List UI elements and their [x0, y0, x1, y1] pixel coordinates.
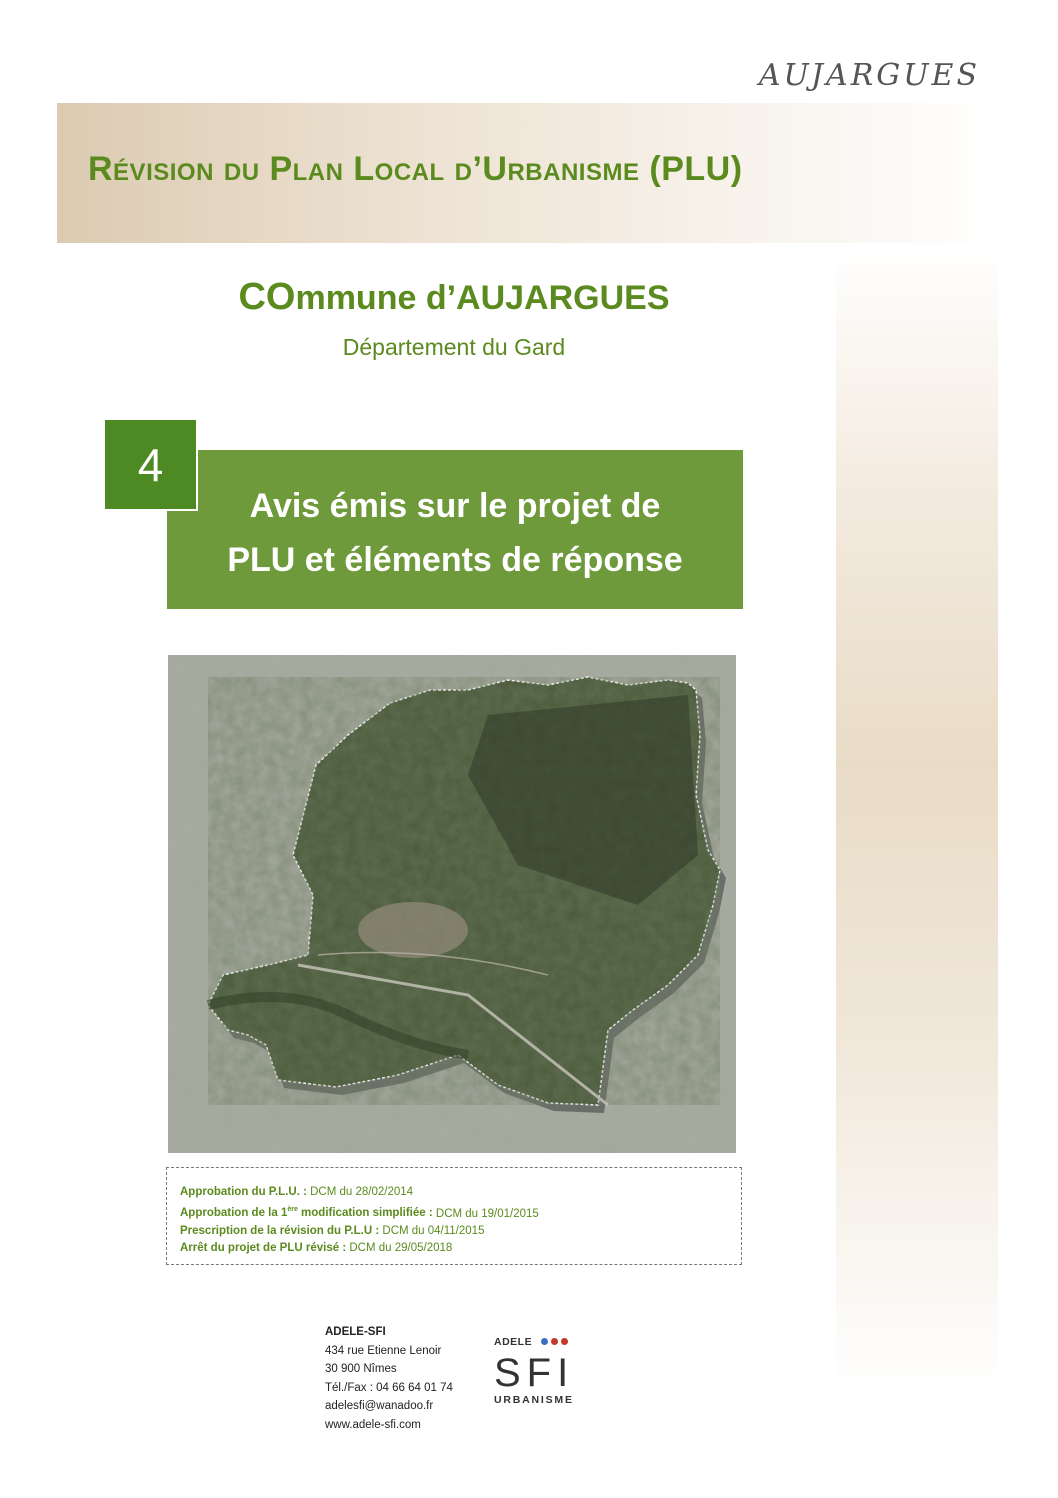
approval-dates-box	[166, 1167, 742, 1265]
date-label	[180, 1207, 433, 1219]
aujargues-signature: AUJARGUES	[758, 58, 980, 93]
commune-co: CO	[238, 276, 296, 318]
commune-name	[0, 276, 908, 319]
date-row	[180, 1202, 728, 1223]
company-street: 434 rue Etienne Lenoir	[325, 1344, 442, 1357]
date-label-superscript: ère	[287, 1206, 298, 1214]
village-area	[358, 902, 468, 958]
company-phone: Tél./Fax : 04 66 64 01 74	[325, 1381, 453, 1394]
logo-dot	[541, 1338, 548, 1345]
commune-name-rest: mmune d’AUJARGUES	[295, 279, 670, 317]
date-value: DCM du 19/01/2015	[435, 1207, 539, 1220]
logo-dots-icon	[541, 1332, 571, 1350]
logo-adele-text: ADELE	[494, 1336, 533, 1348]
logo-urbanisme-text: URBANISME	[494, 1394, 574, 1406]
date-value: DCM du 04/11/2015	[382, 1224, 485, 1237]
date-row	[180, 1184, 728, 1202]
company-website: www.adele-sfi.com	[325, 1418, 421, 1431]
date-value: DCM du 29/05/2018	[349, 1242, 453, 1255]
document-title-line1: Avis émis sur le projet de	[249, 486, 661, 525]
department-name: Département du Gard	[342, 334, 566, 360]
logo-dot	[551, 1338, 558, 1345]
date-label: Arrêt du projet de PLU révisé :	[180, 1242, 347, 1255]
logo-dot	[561, 1338, 568, 1345]
document-number-badge: 4	[103, 418, 198, 511]
document-title-line2: PLU et éléments de réponse	[227, 540, 683, 579]
document-title-box	[167, 450, 743, 609]
page-title: Révision du Plan Local d’Urbanisme (PLU)	[88, 150, 743, 188]
date-label-part: modification simplifiée :	[297, 1207, 433, 1220]
date-label-part: Approbation de la 1	[180, 1207, 288, 1220]
date-label: Prescription de la révision du P.L.U :	[180, 1224, 380, 1237]
date-label: Approbation du P.L.U. :	[180, 1186, 307, 1198]
company-city: 30 900 Nîmes	[325, 1363, 397, 1375]
date-value: DCM du 28/02/2014	[310, 1186, 414, 1198]
company-name: ADELE-SFI	[325, 1326, 386, 1338]
sidebar-gradient-band	[836, 245, 998, 1395]
aerial-map-image	[168, 655, 736, 1153]
logo-sfi-text: SFI	[494, 1351, 575, 1395]
date-row	[180, 1240, 728, 1258]
date-row	[180, 1223, 728, 1241]
company-address	[325, 1323, 453, 1434]
adele-sfi-logo	[494, 1332, 584, 1412]
company-email: adelesfi@wanadoo.fr	[325, 1400, 434, 1412]
